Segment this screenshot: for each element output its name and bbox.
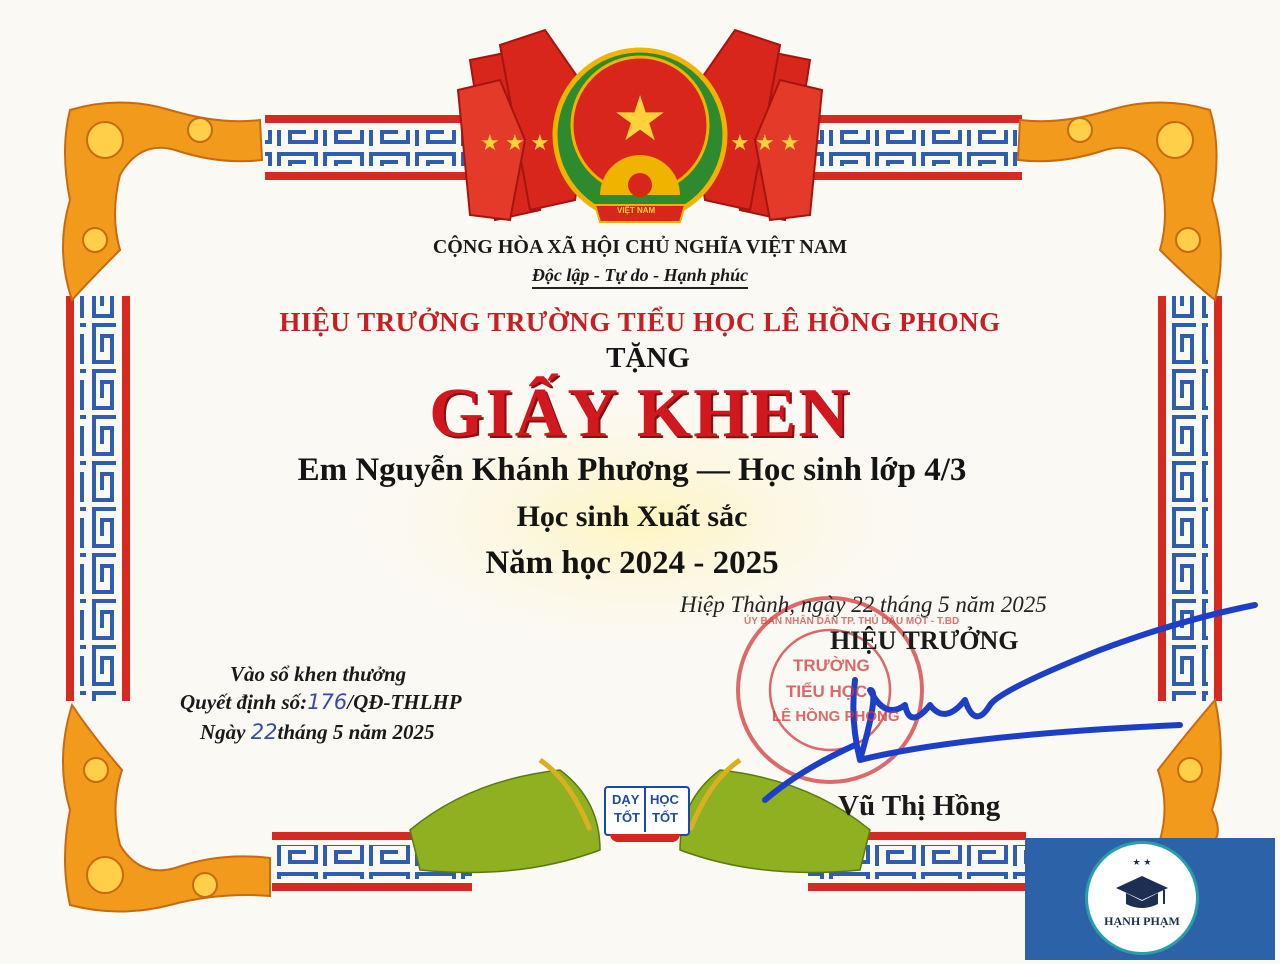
- decision-date-line: Ngày 22tháng 5 năm 2025: [200, 720, 435, 744]
- graduation-cap-icon: [1114, 872, 1170, 912]
- recipient-line: Em Nguyễn Khánh Phương — Học sinh lớp 4/3: [297, 452, 967, 488]
- svg-text:★: ★: [755, 131, 775, 156]
- signer-name: Vũ Thị Hồng: [838, 790, 1001, 822]
- school-year: Năm học 2024 - 2025: [485, 545, 779, 581]
- national-title: CỘNG HÒA XÃ HỘI CHỦ NGHĨA VIỆT NAM: [432, 236, 848, 258]
- emblem-caption: VIỆT NAM: [617, 206, 656, 215]
- stamp-outer-text: ỦY BAN NHÂN DÂN TP. THỦ DẦU MỘT - T.BD: [744, 616, 960, 627]
- watermark-stars: ★ ★: [1132, 858, 1152, 868]
- stamp-line-1: TRƯỜNG: [793, 656, 870, 675]
- award-title: Học sinh Xuất sắc: [516, 500, 748, 533]
- national-emblem: [555, 50, 725, 222]
- svg-text:★: ★: [612, 82, 668, 155]
- svg-text:★: ★: [480, 131, 500, 156]
- watermark-badge: [1025, 838, 1275, 960]
- decision-day: 22: [250, 720, 278, 744]
- certificate-title: GIẤY KHEN: [429, 375, 851, 452]
- signer-role: HIỆU TRƯỞNG: [830, 626, 1019, 655]
- issuer-title: HIỆU TRƯỞNG TRƯỜNG TIỂU HỌC LÊ HỒNG PHONG: [279, 307, 1001, 337]
- place-date: Hiệp Thành, ngày 22 tháng 5 năm 2025: [680, 592, 1047, 617]
- presents-label: TẶNG: [606, 342, 690, 374]
- svg-text:★: ★: [530, 131, 550, 156]
- stamp-line-3: LÊ HỒNG PHONG: [772, 708, 900, 725]
- watermark-name: HẠNH PHẠM: [1104, 914, 1180, 928]
- decision-number-line: Quyết định số:176/QĐ-THLHP: [180, 690, 462, 714]
- svg-text:★: ★: [505, 131, 525, 156]
- national-motto: Độc lập - Tự do - Hạnh phúc: [0, 265, 1280, 286]
- teach-well-learn-well-logo: DẠY HỌC TỐT TỐT: [604, 786, 686, 844]
- stamp-line-2: TIỂU HỌC: [786, 682, 868, 701]
- watermark-logo: [1085, 841, 1199, 955]
- decision-number: 176: [307, 690, 348, 714]
- registry-line: Vào sổ khen thưởng: [230, 662, 407, 686]
- svg-text:★: ★: [730, 131, 750, 156]
- svg-text:★: ★: [780, 131, 800, 156]
